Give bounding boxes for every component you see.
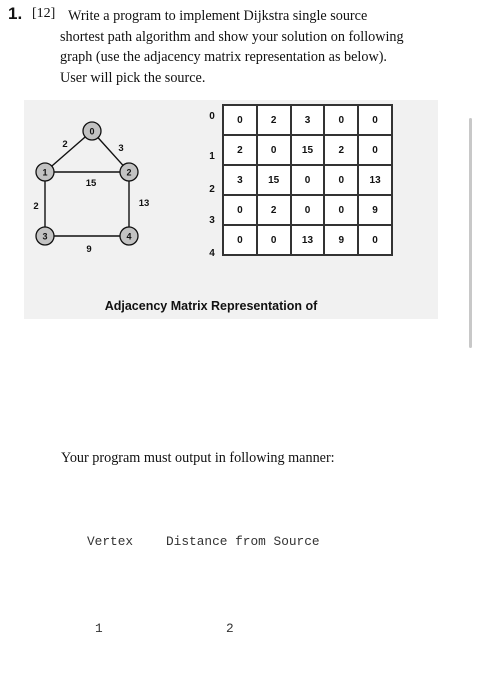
matrix-cell: 3 <box>291 105 325 135</box>
weight-3-4: 9 <box>86 244 92 255</box>
vertex-1-label: 1 <box>42 167 48 178</box>
matrix-cell: 13 <box>358 165 392 195</box>
matrix-cell: 15 <box>291 135 325 165</box>
matrix-cell: 0 <box>291 195 325 225</box>
vertex-2-label: 2 <box>126 167 132 178</box>
matrix-cell: 9 <box>324 225 358 255</box>
matrix-cell: 15 <box>257 165 291 195</box>
matrix-row <box>223 195 392 225</box>
matrix-cell: 2 <box>257 195 291 225</box>
question-number: 1. <box>8 4 23 23</box>
matrix-cell: 0 <box>291 165 325 195</box>
matrix-cell: 0 <box>324 195 358 225</box>
matrix-row-label-2: 2 <box>209 184 215 195</box>
vertex-4-label: 4 <box>126 231 132 242</box>
weight-1-3: 2 <box>33 201 39 212</box>
matrix-row <box>223 135 392 165</box>
output-instructions: Your program must output in following manner: <box>61 450 335 466</box>
weight-0-1: 2 <box>62 139 68 150</box>
question-line-4: User will pick the source. <box>60 69 206 86</box>
weight-2-4: 13 <box>138 198 150 209</box>
matrix-cell: 0 <box>257 135 291 165</box>
matrix-cell: 2 <box>257 105 291 135</box>
vertical-scrollbar[interactable] <box>469 118 472 348</box>
matrix-cell: 3 <box>223 165 257 195</box>
matrix-cell: 0 <box>223 105 257 135</box>
matrix-cell: 9 <box>358 195 392 225</box>
question-marks: [12] <box>32 6 56 21</box>
matrix-row <box>223 105 392 135</box>
matrix-cell: 2 <box>223 135 257 165</box>
matrix-cell: 0 <box>324 105 358 135</box>
matrix-row <box>223 165 392 195</box>
question-text <box>60 6 460 88</box>
weight-1-2: 15 <box>85 178 97 189</box>
matrix-cell: 0 <box>223 225 257 255</box>
question-line-3: graph (use the adjacency matrix representation as below). <box>60 49 387 65</box>
figure-caption: Adjacency Matrix Representation of <box>104 299 318 313</box>
graph-figure <box>24 100 438 319</box>
matrix-row-label-1: 1 <box>209 151 215 162</box>
adjacency-matrix <box>222 104 393 256</box>
question-line-2: shortest path algorithm and show your solution on following <box>60 28 404 45</box>
output-row-vertex: 1 <box>95 621 103 636</box>
matrix-row <box>223 225 392 255</box>
output-header-vertex: Vertex <box>87 534 134 549</box>
matrix-cell: 0 <box>358 105 392 135</box>
output-header-distance: Distance from Source <box>166 534 320 549</box>
matrix-cell: 0 <box>358 225 392 255</box>
matrix-cell: 0 <box>257 225 291 255</box>
matrix-row-label-4: 4 <box>209 248 215 259</box>
matrix-cell: 0 <box>358 135 392 165</box>
vertex-0-label: 0 <box>89 126 95 137</box>
matrix-row-label-3: 3 <box>209 215 215 226</box>
matrix-cell: 13 <box>291 225 325 255</box>
matrix-row-label-0: 0 <box>209 111 215 122</box>
output-row-distance: 2 <box>226 621 234 636</box>
question-line-1: Write a program to implement Dijkstra single source <box>68 8 368 24</box>
matrix-cell: 0 <box>324 165 358 195</box>
matrix-cell: 0 <box>223 195 257 225</box>
vertex-3-label: 3 <box>42 231 48 242</box>
matrix-cell: 2 <box>324 135 358 165</box>
weight-0-2: 3 <box>118 143 124 154</box>
